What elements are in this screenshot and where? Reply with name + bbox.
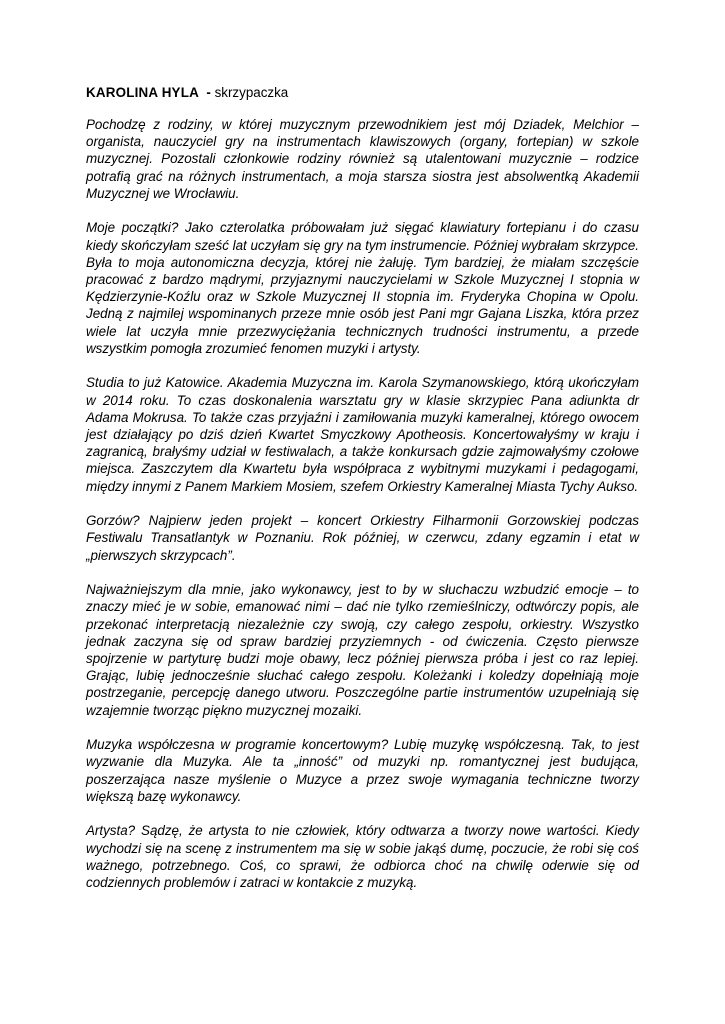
paragraph-beginnings: Moje początki? Jako czterolatka próbowałam już sięgać klawiatury fortepianu i do czasu kiedy skończyłam sześć lat uczyłam się gry na tym instrumencie. Później wybrałam skrzypce. Była to moja autonomiczna decyzja, której nie żałuję. Tym bardziej, że miałam szczęście pracować z bardzo mądrymi, przyjaznymi nauczycielami w Szkole Muzycznej I stopnia w Kędzierzynie-Koźlu oraz w Szkole Muzycznej II stopnia im. Fryderyka Chopina w Opolu. Jedną z najmilej wspominanych przeze mnie osób jest Pani mgr Gajana Liszka, która przez wiele lat uczyła mnie przezwyciężania technicznych trudności instrumentu, a przede wszystkim pomogła zrozumieć fenomen muzyki i artysty. [86, 220, 639, 356]
heading-separator: - [198, 85, 215, 100]
artist-role: skrzypaczka [214, 85, 289, 100]
artist-name: KAROLINA HYLA [86, 85, 199, 100]
paragraph-family: Pochodzę z rodziny, w której muzycznym przewodnikiem jest mój Dziadek, Melchior – organista, nauczyciel gry na instrumentach klawiszowych (organy, fortepian) w szkole muzycznej. Pozostali członkowie rodziny również są utalentowani muzycznie – rodzice potrafią grać na różnych instrumentach, a moja starsza siostra jest absolwentką Akademii Muzycznej we Wrocławiu. [86, 117, 639, 201]
document-page [86, 84, 639, 909]
paragraph-studies: Studia to już Katowice. Akademia Muzyczna im. Karola Szymanowskiego, którą ukończyłam w 2014 roku. To czas doskonalenia warsztatu gry w klasie skrzypiec Pana adiunkta dr Adama Mokrusa. To także czas przyjaźni i zamiłowania muzyki kameralnej, którego owocem jest działający po dziś dzień Kwartet Smyczkowy Apotheosis. Koncertowałyśmy w kraju i zagranicą, brałyśmy udział w festiwalach, a także konkursach gdzie zajmowałyśmy czołowe miejsca. Zaszczytem dla Kwartetu była współpraca z wybitnymi muzykami i pedagogami, między innymi z Panem Markiem Mosiem, szefem Orkiestry Kameralnej Miasta Tychy Aukso. [86, 375, 639, 494]
paragraph-gorzow: Gorzów? Najpierw jeden projekt – koncert Orkiestry Filharmonii Gorzowskiej podczas Festiwalu Transatlantyk w Poznaniu. Rok później, w czerwcu, zdany egzamin i etat w „pierwszych skrzypcach”. [86, 513, 639, 563]
paragraph-performing: Najważniejszym dla mnie, jako wykonawcy, jest to by w słuchaczu wzbudzić emocje – to znaczy mieć je w sobie, emanować nimi – dać nie tylko rzemieślniczy, odtwórczy popis, ale przekonać interpretacją niezależnie czy swoją, czy całego zespołu, orkiestry. Wszystko jednak zaczyna się od spraw bardziej przyziemnych - od ćwiczenia. Często pierwsze spojrzenie w partyturę budzi moje obawy, lecz później pierwsza próba i jest co raz lepiej. Grając, lubię jednocześnie słuchać całego zespołu. Koleżanki i koledzy dopełniają moje postrzeganie, percepcję danego utworu. Poszczególne partie instrumentów uzupełniają się wzajemnie tworząc piękno muzycznej mozaiki. [86, 582, 639, 718]
paragraph-contemporary-music: Muzyka współczesna w programie koncertowym? Lubię muzykę współczesną. Tak, to jest wyzwanie dla Muzyka. Ale ta „inność” od muzyki np. romantycznej jest budująca, poszerzająca nasze myślenie o Muzyce a przez swoje wymagania techniczne tworzy większą bazę wykonawcy. [86, 737, 639, 804]
document-heading [86, 84, 639, 102]
paragraph-artist: Artysta? Sądzę, że artysta to nie człowiek, który odtwarza a tworzy nowe wartości. Kiedy wychodzi się na scenę z instrumentem ma się w sobie jakąś dumę, poczucie, że robi się coś ważnego, potrzebnego. Coś, co sprawi, że odbiorca choć na chwilę oderwie się od codziennych problemów i zatraci w kontakcie z muzyką. [86, 823, 639, 891]
